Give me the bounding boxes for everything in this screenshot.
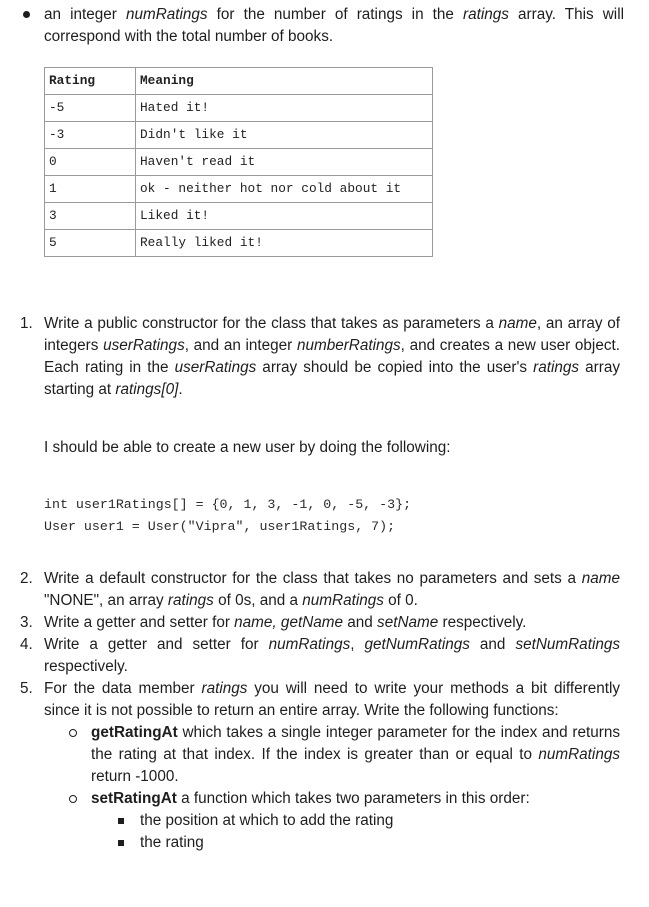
table-row — [45, 149, 433, 176]
rating-cell: -5 — [45, 95, 136, 122]
rating-cell: 1 — [45, 176, 136, 203]
item-number: 3. — [20, 614, 33, 631]
bullet-icon — [23, 11, 30, 18]
item-1-text: Write a public constructor for the class that takes as parameters a name, an array of integers userRatings, and an integer numberRatings, and creates a new user object. Each rating in the userRatings array should be copied into the user's ratings array starting at ratings[0]. — [44, 315, 620, 398]
item-4-text: Write a getter and setter for numRatings, getNumRatings and setNumRatings respectively. — [44, 636, 621, 675]
table-row — [45, 203, 433, 230]
item-3-text: Write a getter and setter for name, getName and setName respectively. — [44, 614, 527, 631]
table-row — [45, 230, 433, 257]
code-line: int user1Ratings[] = {0, 1, 3, -1, 0, -5, -3}; — [44, 497, 412, 512]
table-row — [45, 122, 433, 149]
intro-paragraph: an integer numRatings for the number of ratings in the ratings array. This will correspond with the total number of books. — [44, 6, 624, 45]
rating-cell: 0 — [45, 149, 136, 176]
rating-cell: 3 — [45, 203, 136, 230]
item-number: 2. — [20, 570, 33, 587]
meaning-cell: Didn't like it — [136, 122, 433, 149]
create-user-text: I should be able to create a new user by doing the following: — [44, 439, 451, 456]
header-rating: Rating — [45, 68, 136, 95]
meaning-cell: Haven't read it — [136, 149, 433, 176]
meaning-cell: Liked it! — [136, 203, 433, 230]
square-bullet-icon — [118, 840, 124, 846]
header-meaning: Meaning — [136, 68, 433, 95]
ratings-table — [44, 67, 433, 257]
circle-bullet-icon — [69, 795, 77, 803]
circle-bullet-icon — [69, 729, 77, 737]
meaning-cell: ok - neither hot nor cold about it — [136, 176, 433, 203]
subsub-item: the rating — [140, 834, 204, 851]
table-row — [45, 95, 433, 122]
code-line: User user1 = User("Vipra", user1Ratings, 7); — [44, 519, 396, 534]
item-number: 1. — [20, 315, 33, 332]
set-rating-at-text: setRatingAt a function which takes two parameters in this order: — [91, 790, 530, 807]
rating-cell: -3 — [45, 122, 136, 149]
item-2-text: Write a default constructor for the class that takes no parameters and sets a name "NONE", an array ratings of 0s, and a numRatings of 0. — [44, 570, 620, 609]
get-rating-at-text: getRatingAt which takes a single integer parameter for the index and returns the rating at that index. If the index is greater than or equal to numRatings return -1000. — [91, 724, 620, 785]
table-header-row — [45, 68, 433, 95]
item-number: 4. — [20, 636, 33, 653]
item-number: 5. — [20, 680, 33, 697]
table-row — [45, 176, 433, 203]
subsub-item: the position at which to add the rating — [140, 812, 394, 829]
meaning-cell: Hated it! — [136, 95, 433, 122]
code-block — [44, 494, 411, 538]
item-5-text: For the data member ratings you will need to write your methods a bit differently since it is not possible to return an entire array. Write the following functions: — [44, 680, 620, 719]
rating-cell: 5 — [45, 230, 136, 257]
square-bullet-icon — [118, 818, 124, 824]
meaning-cell: Really liked it! — [136, 230, 433, 257]
